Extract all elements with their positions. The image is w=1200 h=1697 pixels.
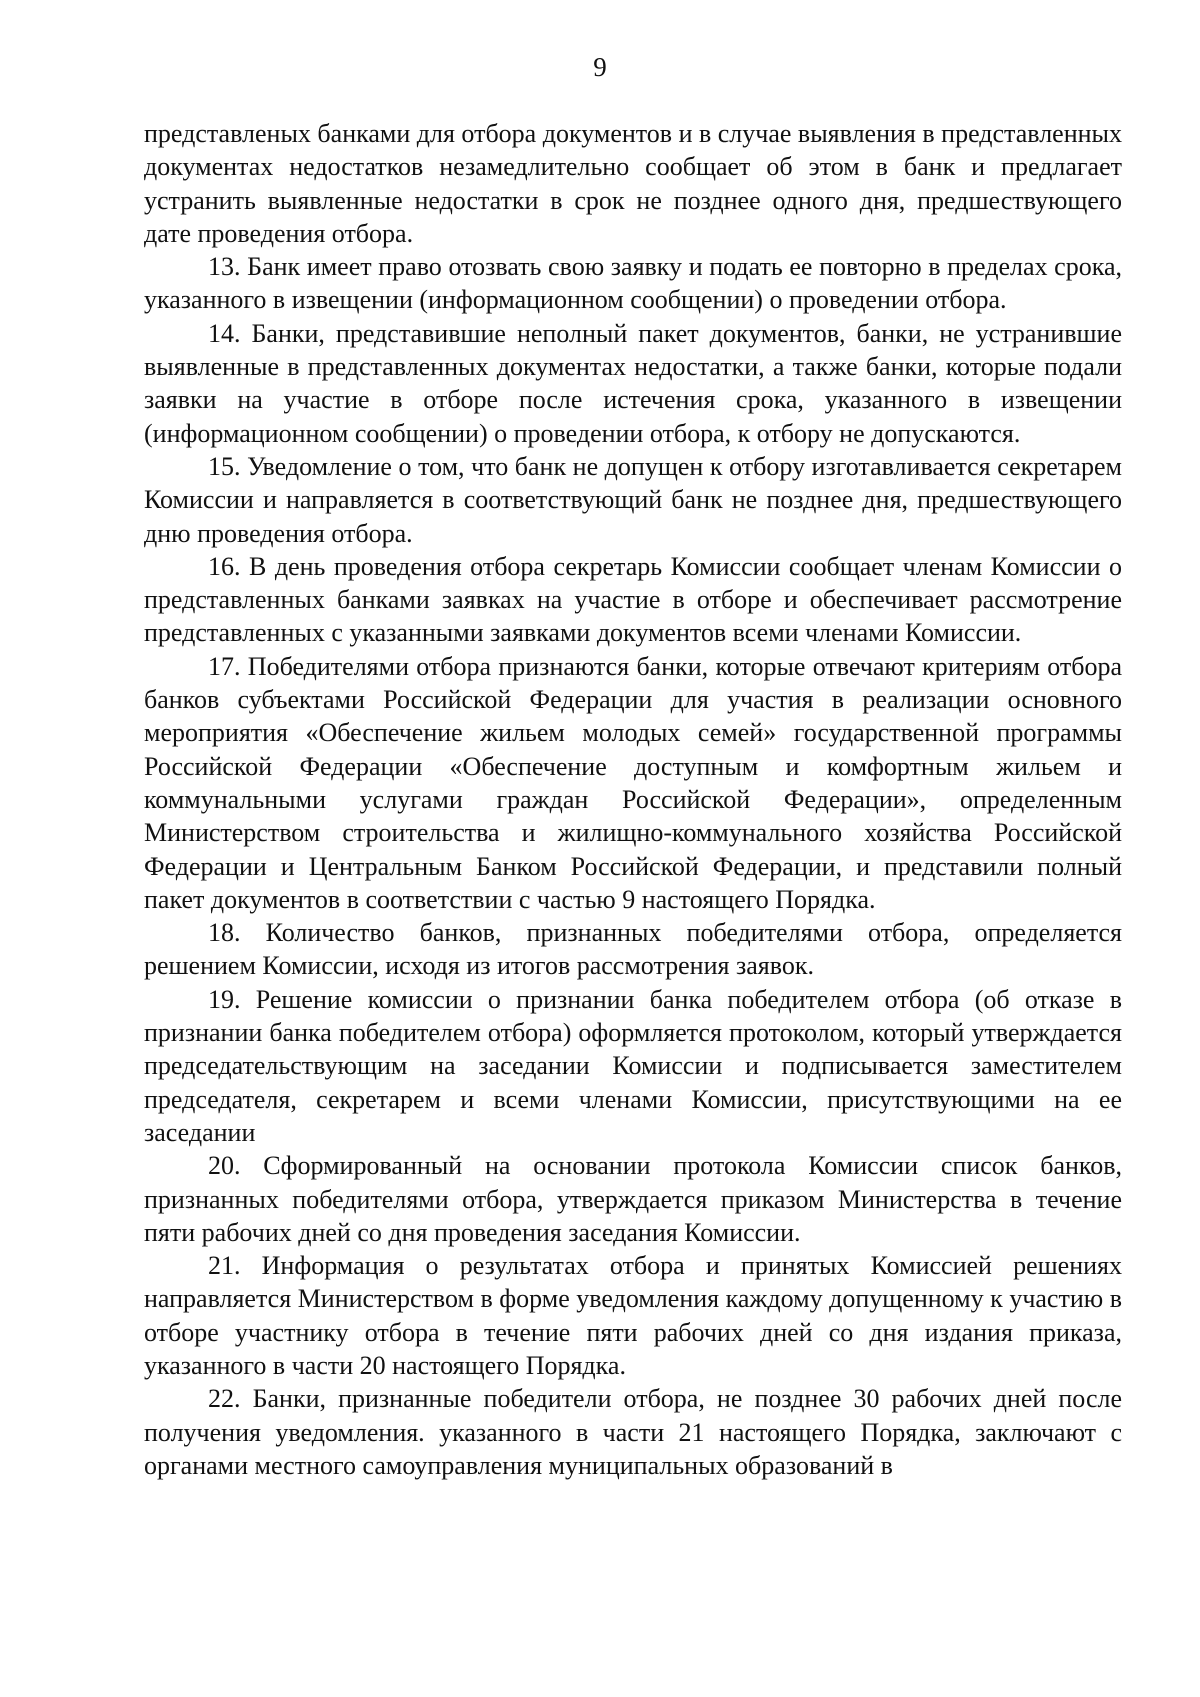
paragraph: 21. Информация о результатах отбора и принятых Комиссией решениях направляется Министерством в форме уведомления каждому допущенному к участию в отборе участнику отбора в течение пяти рабочих дней со дня издания приказа, указанного в части 20 настоящего Порядка. [144, 1251, 1122, 1380]
paragraph: 17. Победителями отбора признаются банки, которые отвечают критериям отбора банков субъектами Российской Федерации для участия в реализации основного мероприятия «Обеспечение жильем молодых семей» государственной программы Российской Федерации «Обеспечение доступным и комфортным жильем и коммунальными услугами граждан Российской Федерации», определенным Министерством строительства и жилищно-коммунального хозяйства Российской Федерации и Центральным Банком Российской Федерации, и представили полный пакет документов в соответствии с частью 9 настоящего Порядка. [144, 651, 1122, 914]
paragraph: 22. Банки, признанные победители отбора, не позднее 30 рабочих дней после получения уведомления. указанного в части 21 настоящего Порядка, заключают с органами местного самоуправления муниципальных образований в [144, 1384, 1122, 1480]
paragraph: 13. Банк имеет право отозвать свою заявку и подать ее повторно в пределах срока, указанного в извещении (информационном сообщении) о проведении отбора. [144, 252, 1122, 315]
paragraph: 14. Банки, представившие неполный пакет документов, банки, не устранившие выявленные в представленных документах недостатки, а также банки, которые подали заявки на участие в отборе после истечения срока, указанного в извещении (информационном сообщении) о проведении отбора, к отбору не допускаются. [144, 318, 1122, 448]
paragraph: 16. В день проведения отбора секретарь Комиссии сообщает членам Комиссии о представленных банками заявках на участие в отборе и обеспечивает рассмотрение представленных с указанными заявками документов всеми членами Комиссии. [144, 551, 1122, 648]
document-body [144, 117, 1122, 1482]
paragraph: 15. Уведомление о том, что банк не допущен к отбору изготавливается секретарем Комиссии и направляется в соответствующий банк не позднее дня, предшествующего дню проведения отбора. [144, 451, 1122, 548]
page-number: 9 [593, 52, 607, 82]
paragraph: представленых банками для отбора документов и в случае выявления в представленных документах недостатков незамедлительно сообщает об этом в банк и предлагает устранить выявленные недостатки в срок не позднее одного дня, предшествующего дате проведения отбора. [144, 119, 1122, 248]
paragraph: 20. Сформированный на основании протокола Комиссии список банков, признанных победителями отбора, утверждается приказом Министерства в течение пяти рабочих дней со дня проведения заседания Комиссии. [144, 1151, 1122, 1247]
paragraph: 18. Количество банков, признанных победителями отбора, определяется решением Комиссии, исходя из итогов рассмотрения заявок. [144, 918, 1122, 981]
paragraph: 19. Решение комиссии о признании банка победителем отбора (об отказе в признании банка победителем отбора) оформляется протоколом, который утверждается председательствующим на заседании Комиссии и подписывается заместителем председателя, секретарем и всеми членами Комиссии, присутствующими на ее заседании [144, 984, 1122, 1147]
